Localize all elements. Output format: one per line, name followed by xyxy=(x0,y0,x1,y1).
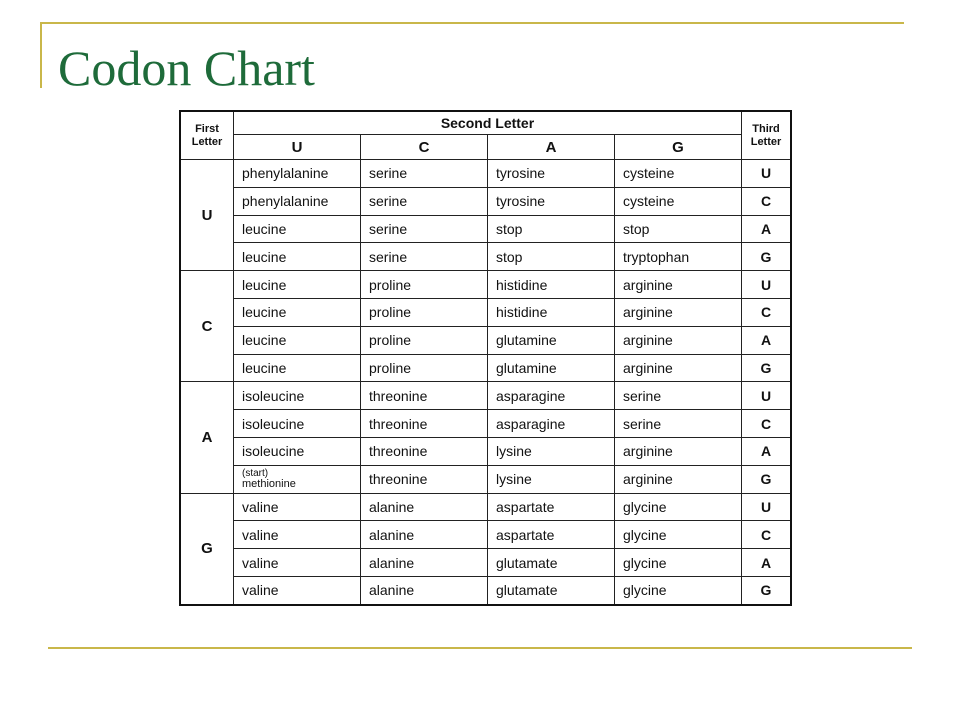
table-row xyxy=(180,160,791,188)
column-header: A xyxy=(488,135,615,160)
amino-acid-cell: tryptophan xyxy=(615,243,742,271)
third-letter-cell: C xyxy=(742,521,792,549)
third-letter-cell: A xyxy=(742,215,792,243)
amino-acid-cell: alanine xyxy=(361,493,488,521)
codon-table-body xyxy=(180,160,791,605)
amino-acid-cell: serine xyxy=(361,215,488,243)
bottom-rule xyxy=(48,647,912,649)
table-row xyxy=(180,243,791,271)
left-rule xyxy=(40,22,42,88)
amino-acid-cell: proline xyxy=(361,298,488,326)
amino-acid-cell: lysine xyxy=(488,437,615,465)
first-letter-cell: U xyxy=(180,160,234,271)
third-letter-cell: U xyxy=(742,493,792,521)
third-letter-cell: G xyxy=(742,465,792,493)
table-row xyxy=(180,493,791,521)
amino-acid-cell: glycine xyxy=(615,521,742,549)
amino-acid-cell: glutamate xyxy=(488,576,615,604)
amino-acid-cell: asparagine xyxy=(488,382,615,410)
amino-acid-cell: leucine xyxy=(234,243,361,271)
amino-acid-cell: threonine xyxy=(361,382,488,410)
third-letter-cell: A xyxy=(742,326,792,354)
table-row xyxy=(180,215,791,243)
amino-acid-cell: arginine xyxy=(615,298,742,326)
table-row xyxy=(180,187,791,215)
amino-acid-cell: glycine xyxy=(615,576,742,604)
column-header: C xyxy=(361,135,488,160)
amino-acid-cell: leucine xyxy=(234,271,361,299)
amino-acid-cell: serine xyxy=(361,160,488,188)
amino-acid-cell: tyrosine xyxy=(488,160,615,188)
third-letter-cell: U xyxy=(742,160,792,188)
amino-acid-cell: asparagine xyxy=(488,410,615,438)
third-letter-cell: G xyxy=(742,243,792,271)
amino-acid-cell: glycine xyxy=(615,549,742,577)
amino-acid-cell: valine xyxy=(234,576,361,604)
table-row xyxy=(180,354,791,382)
third-letter-cell: G xyxy=(742,576,792,604)
amino-acid-cell: proline xyxy=(361,354,488,382)
first-letter-header: First Letter xyxy=(180,111,234,160)
amino-acid-cell: glutamine xyxy=(488,354,615,382)
second-letter-header: Second Letter xyxy=(234,111,742,135)
amino-acid-cell: serine xyxy=(361,187,488,215)
amino-acid-cell: (start) methionine xyxy=(234,465,361,493)
table-row xyxy=(180,410,791,438)
table-row xyxy=(180,382,791,410)
amino-acid-cell: glycine xyxy=(615,493,742,521)
amino-acid-cell: tyrosine xyxy=(488,187,615,215)
amino-acid-cell: arginine xyxy=(615,354,742,382)
amino-acid-cell: leucine xyxy=(234,215,361,243)
amino-acid-cell: threonine xyxy=(361,410,488,438)
amino-acid-cell: leucine xyxy=(234,326,361,354)
amino-acid-cell: phenylalanine xyxy=(234,187,361,215)
amino-acid-cell: arginine xyxy=(615,437,742,465)
amino-acid-cell: cysteine xyxy=(615,160,742,188)
amino-acid-cell: valine xyxy=(234,521,361,549)
third-letter-cell: C xyxy=(742,187,792,215)
first-letter-cell: G xyxy=(180,493,234,605)
amino-acid-cell: arginine xyxy=(615,326,742,354)
amino-acid-cell: isoleucine xyxy=(234,410,361,438)
amino-acid-cell: leucine xyxy=(234,354,361,382)
codon-table xyxy=(179,110,792,606)
third-letter-cell: U xyxy=(742,271,792,299)
amino-acid-cell: leucine xyxy=(234,298,361,326)
third-letter-cell: C xyxy=(742,298,792,326)
amino-acid-cell: glutamate xyxy=(488,549,615,577)
column-header: G xyxy=(615,135,742,160)
amino-acid-cell: aspartate xyxy=(488,521,615,549)
third-letter-cell: U xyxy=(742,382,792,410)
table-row xyxy=(180,465,791,493)
amino-acid-cell: stop xyxy=(488,215,615,243)
table-row xyxy=(180,437,791,465)
amino-acid-cell: histidine xyxy=(488,298,615,326)
amino-acid-cell: stop xyxy=(615,215,742,243)
amino-acid-cell: histidine xyxy=(488,271,615,299)
amino-acid-cell: stop xyxy=(488,243,615,271)
amino-acid-cell: isoleucine xyxy=(234,382,361,410)
first-letter-cell: C xyxy=(180,271,234,382)
amino-acid-cell: aspartate xyxy=(488,493,615,521)
amino-acid-cell: valine xyxy=(234,493,361,521)
amino-acid-cell: threonine xyxy=(361,465,488,493)
amino-acid-cell: lysine xyxy=(488,465,615,493)
amino-acid-cell: valine xyxy=(234,549,361,577)
amino-acid-cell: phenylalanine xyxy=(234,160,361,188)
amino-acid-cell: alanine xyxy=(361,576,488,604)
third-letter-header: Third Letter xyxy=(742,111,792,160)
table-row xyxy=(180,549,791,577)
amino-acid-cell: serine xyxy=(615,382,742,410)
amino-acid-cell: alanine xyxy=(361,549,488,577)
amino-acid-cell: isoleucine xyxy=(234,437,361,465)
amino-acid-cell: proline xyxy=(361,326,488,354)
third-letter-cell: C xyxy=(742,410,792,438)
amino-acid-cell: arginine xyxy=(615,271,742,299)
amino-acid-cell: cysteine xyxy=(615,187,742,215)
table-row xyxy=(180,521,791,549)
table-row xyxy=(180,271,791,299)
table-row xyxy=(180,326,791,354)
amino-acid-cell: arginine xyxy=(615,465,742,493)
first-letter-cell: A xyxy=(180,382,234,493)
third-letter-cell: G xyxy=(742,354,792,382)
third-letter-cell: A xyxy=(742,549,792,577)
amino-acid-cell: serine xyxy=(615,410,742,438)
amino-acid-cell: serine xyxy=(361,243,488,271)
third-letter-cell: A xyxy=(742,437,792,465)
amino-acid-cell: alanine xyxy=(361,521,488,549)
amino-acid-cell: proline xyxy=(361,271,488,299)
amino-acid-cell: glutamine xyxy=(488,326,615,354)
table-row xyxy=(180,576,791,604)
table-row xyxy=(180,298,791,326)
column-header: U xyxy=(234,135,361,160)
top-rule xyxy=(42,22,904,24)
slide-title: Codon Chart xyxy=(58,40,315,96)
amino-acid-cell: threonine xyxy=(361,437,488,465)
